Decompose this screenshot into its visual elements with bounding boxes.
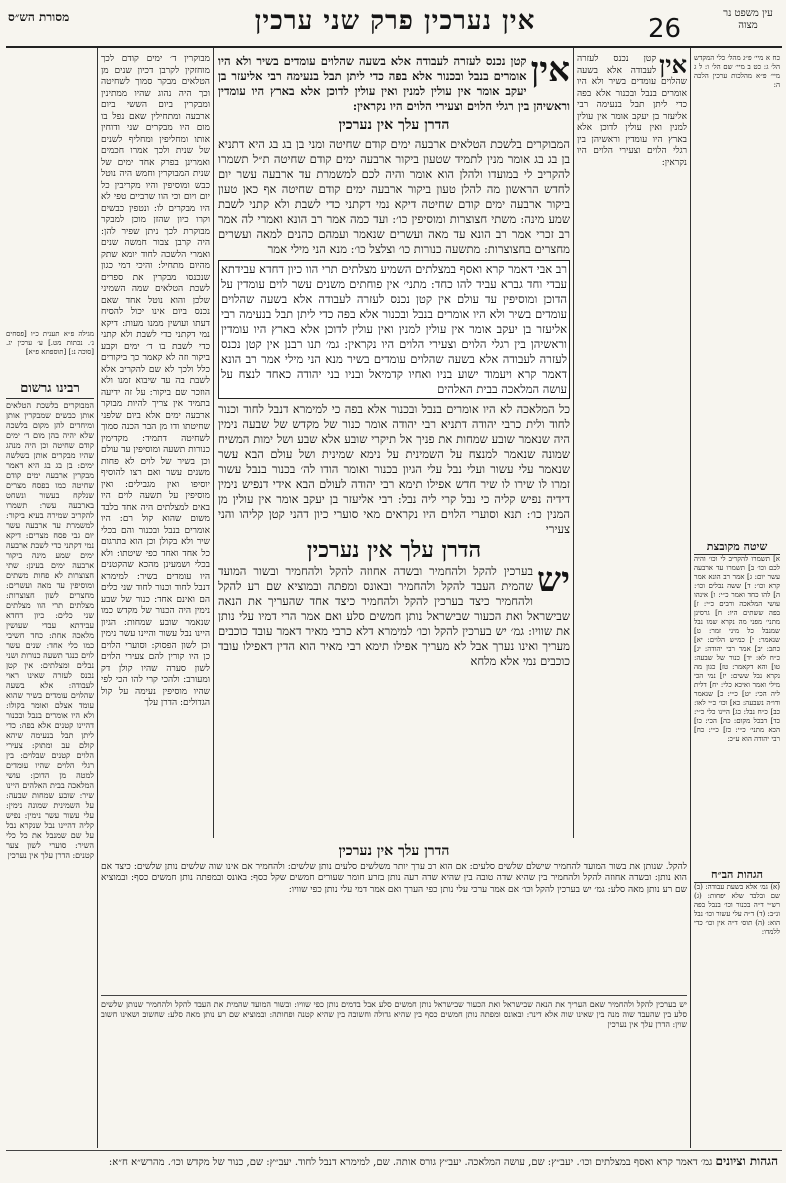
ein-mishpat-column	[694, 54, 780, 234]
header-divider	[6, 46, 782, 48]
hadran-heading-middle: הדרן עלך אין נערכין	[306, 537, 482, 563]
rabbeinu-gershom-column	[6, 380, 94, 1145]
hagahot-habach-text: (א) גמ׳ אלא בשעת עבודה: (ב) שם ובלבד שלא יפחות: (ג) רש״י ד״ה בכנור וכו׳ בנבל בפה ונ״ב: (ד) ד״ה עלי עשור וכו׳ נבל הוא: (ה) תוס׳ ד״ה אין וכו׳ כדי ללמדו:	[694, 883, 780, 936]
ein-mishpat-text: כח א מיי׳ פ״ג מהל׳ כלי המקדש הל׳ ג: כט ב מיי׳ שם הל׳ ו: ל ג מיי׳ פ״א מהלכות ערכין הלכה ה:	[694, 54, 780, 89]
bottom-commentary-lower	[101, 1000, 687, 1145]
hadran-heading-bottom: הדרן עלך אין נערכין	[338, 843, 450, 859]
rashi-column	[577, 54, 687, 834]
rabbeinu-gershom-text: המבוקרים בלשכת הטלאים אותן כבשים שמבקרין אותן ומיחדים להן מקום בלשכה שלא יהיה בהן מום ד׳ ימים קודם שחיטה וכן היה מנהג שהיו מבקרים אותן בשלשה ימים: בן בג בג היא דאמר מבקרין ארבעה ימים קודם שחיטה כמו בפסח מצרים שנלקח בעשור ונשחט בארבעה עשר: תשמרו להקריב שמירה בעיא ביקור: למשמרת עד ארבעה עשר יום גבי פסח מצרים: דיקא נמי דקתני כדי לשבת ארבעה ימים שמע מינה ביקור ארבעה ימים בעינן: שתי חצוצרות לא פחות משתים ומוסיפין עד מאה ועשרים: מחצרים לשון חצוצרות: מצלתים תרי הוו מצלתים שני כלים: כיון דחדא עבידתא עבדי שעושין מלאכה אחת: כחד חשיבי כמו כלי אחד: שנים עשר לוים כנגד תשעה כנורות ושני נבלים ומצלתים: אין קטן נכנס לעזרה שאינו ראוי לעבודה: אלא בשעה שהלוים עומדים בשיר שהוא עומד אצלם ואומר בקולו: ולא היו אומרים בנבל ובכנור דהיינו קטנים אלא בפה: כדי ליתן תבל בנעימה שיהא קולם עב ומתוק: צעירי הלוים קטנים שבלוים: בין רגלי הלוים שהיו עומדים למטה מן הדוכן: עושי המלאכה בבית האלהים היינו שיר: שובע שמחות שבעה: על השמינית שמונה נימין: עלי עשור עשר נימין: נפיש קליה דהיינו נבל שנקרא נבל על שם שמנבל את כל כלי השיר: סוערי לשון צער קטנים: הדרן עלך אין נערכין	[6, 401, 94, 860]
section-divider	[101, 995, 687, 996]
gemara-paragraph-3: כל המלאכה לא היו אומרים בנבל ובכנור אלא בפה כי למימרא דנבל לחוד וכנור לחוד ולית כרבי יהודה דתניא רבי יהודה אומר כנור של מקדש של שבעה נימין היה שנאמר שובע שמחות את פניך אל תיקרי שובע אלא שבע ושל ימות המשיח שמונה שנאמר למנצח על השמינית על נימא שמינית ושל עולם הבא עשר שנאמר עלי עשור ועלי נבל עלי הגיון בכנור ואומר הודו לה׳ בכנור בנבל עשור זמרו לו שירו לו שיר חדש אפילו תימא רבי יהודה לעולם הבא אידי דנפיש נימין דידיה נפיש קליה כי נבל קרי ליה נבל: רבי אליעזר בן יעקב אומר אין עולין מן המנין כו׳: תנא וסוערי הלוים היו נקראים מאי סוערי כיון דהני קטן קליהו והני צעירי	[218, 402, 570, 536]
shita-mekubetzet-heading: שיטה מקובצת	[694, 540, 780, 555]
footer-text: גמ׳ דאמר קרא ואסף במצלתים וכו׳. יעב״ץ: שם, עושה המלאכה. יעב״ץ גורס אותה. שם, למימרא דנבל לחוד. יעב״ץ: שם, כנור של מקדש וכו׳. מהרש״א ח״א:	[108, 1157, 713, 1168]
column-divider	[213, 48, 214, 838]
gemara-column	[218, 54, 570, 834]
bottom-commentary-upper	[101, 842, 687, 992]
hagahot-habach-column	[694, 868, 780, 1008]
mishnah-2-opening-word: יש	[537, 564, 570, 600]
hadran-heading-top: הדרן עלך אין נערכין	[338, 117, 450, 133]
gemara-opening-word: אין	[530, 54, 570, 90]
footer-divider	[6, 1150, 782, 1151]
bottom-commentary-text: להקל. שנותן את בשור המועד להחמיר שישלם שלשים סלעים: אם הוא רב ערך יותר משלשים סלעים נותן שלשים: ולהחמיר אם אינו שוה שלשים נותן שלשים: כיצד אם הוא נותן: ובשדה אחוזה להקל ולהחמיר בין שהיא שדה טובה בין שהיא שדה רעה נותן בזרע חומר שעורים חמשים שקל כסף: באונס ובמפתה נותן חמשים כסף: ובמוציא שם רע נותן מאה סלע: גמ׳ יש בערכין להקל וכו׳ אם אמר ערכי עלי נותן כפי הערך ואם אמר דמי עלי נותן כפי שוויו:	[101, 861, 687, 895]
rabbeinu-gershom-heading: רבינו גרשום	[6, 380, 94, 399]
hagahot-habach-heading: הגהות הב״ח	[694, 868, 780, 883]
footer	[8, 1155, 778, 1169]
page-title: אין נערכין פרק שני ערכין	[254, 6, 536, 36]
footer-heading: הגהות וציונים	[715, 1154, 778, 1168]
shita-mekubetzet-column	[694, 540, 780, 860]
mesoret-text: מגילה פ״א תענית כ״ו [פסחים נ׳. נכתות מט.] ע׳ ערכין יג. [סוכה נ:] [תוספתא פ״א]	[6, 330, 94, 356]
column-divider	[690, 48, 691, 1148]
column-divider	[97, 48, 98, 1148]
tosafot-column	[101, 54, 210, 834]
rashi-block	[577, 54, 687, 169]
mesoret-label: מסורת הש״ס	[8, 10, 70, 24]
rashi-text: קטן נכנס לעזרה לעבודה אלא בשעה שהלוים עומדים בשיר ולא היו אומרים בנבל ובכנור אלא בפה כדי ליתן תבל בנעימה רבי אליעזר בן יעקב אומר אין עולין למנין ואין עולין לדוכן אלא בארץ היו עומדין וראשיהן בין רגלי הלוים וצעירי הלוים היו נקראין:	[577, 54, 687, 168]
mishnah-text: קטן נכנס לעזרה לעבודה אלא בשעה שהלוים עומדים בשיר ולא היו אומרים בנבל ובכנור אלא בפה כדי ליתן תבל בנעימה רבי אליעזר בן יעקב אומר אין עולין למנין ואין עולין לדוכן אלא בארץ היו עומדין וראשיהן בין רגלי הלוים וצעירי הלוים היו נקראין:	[218, 54, 570, 113]
rashi-opening-word: אין	[659, 54, 687, 79]
gemara-paragraph-1: המבוקרים בלשכת הטלאים ארבעה ימים קודם שחיטה ומני בן בג בג היא דתניא בן בג בג אומר מנין לתמיד שטעון ביקור ארבעה ימים קודם שחיטה ת״ל תשמרו להקריב לי במועדו ולהלן הוא אומר והיה לכם למשמרת עד ארבעה עשר יום לחדש הראשון מה להלן טעון ביקור ארבעה ימים קודם שחיטה אף כאן טעון ביקור ארבעה ימים קודם שחיטה דיקא נמי דקתני כדי לשבת ולא קתני לשבת שמע מינה: משתי חצוצרות ומוסיפין כו׳: ועד כמה אמר רב הונא ואמרי לה אמר רב זכרי אמר רב הונא עד מאה ועשרים שנאמר ועמהם כהנים למאה ועשרים מחצרים בחצוצרות: מתשעה כנורות כו׳ וצלצל כו׳: מנא הני מילי אמר	[218, 137, 570, 256]
column-divider	[573, 48, 574, 838]
tosafot-text: מבוקרין ד׳ ימים קודם לכך מוחזקין לקרבן דכיון שנים מן הטלאים מבקר סמוך לשחיטה וכך היה נהוג שהיו ממתינין ומבקרין ביום הששי ביום ארבעה ומתחילין שאם נפל בו מום היו מבקרים שני ודוחין אותו ומחליפין ומחליף לשנים של שנית ולכך אמרו חכמים ואמרינן בפרק אחד ימים של שנית המבוקרין וחמש היה נוטל כבש ומוסיפין והיו מקריבין כל יום ויום וכי הוו שרביים טפי לא היו מבקרים לו: ונטפין כבשים וקרו כיון שהזן מוכן למבקר מבוקרת לכך ניתן שפיר להן: היה קרבן צבור חמשה שנים ואמרי הלשכה לחוד יומא שתק מהיום מתחיל: והיכי דמי כגון שנכנסו מבקרין את ספרים לשכת הטלאים שמה השמיני שלכן והוא נוטל אחד שאם נכנס ביום אינו יכול להסיח דעתו ועושין ממנו מעות: דיקא נמי דקתני כדי לשבת ולא קתני כדי לשבת בו ד׳ ימים וקבע ביקור וזה לא קאמר כך ביקורים כלל ולכך לא שם להקריב אלא לשבת בה עד שיבוא זמנו ולא הוזכר שם ביקור: על זה ידיעה בתמיד אין צריך להיות מבוקר ארבעה ימים אלא ביום שלפני שחיטתו ודו מן הבר הכנה סמוך לשחיטה דתמיד: מקדימין כנורות תשעה ומוסיפין עד עולם וכן בשיר של לוים לא פחות משנים עשר ואם רצו להוסיף יוסיפו ואין מגבילים: ואין מוסיפין על תשעה לוים היו באים למצלתים היה אחד בלבד משום שהוא קול רם: היו אומרים בנבל ובכנור והם בכלי שיר ולא בקולן וכן הוא בתרגום כל אחד ואחד כפי שיטתו: ולא בכלי ושמעינן מהכא שהקטנים היו עומדים בשיר: למימרא דנבל לחוד וכנור לחוד שני כלים הם ואינם אחד: כנור של שבע נימין היה הכנור של מקדש כמו שנאמר שובע שמחות: הגיון היינו נבל עשור והיינו עשר נימין וכן לשון הפסוק: וסוערי הלוים כן היו קורין להם צעירי הלוים לשון סערה שהיו קולן דק ומעורב: ולהכי קרי להו הכי לפי שהיו מוסיפין נעימה על קול הגדולים: הדרן עלך	[101, 54, 210, 708]
bottom-wide-text: יש בערכין להקל ולהחמיר שאם העריך את הנאה שבישראל ואת הכעור שבישראל נותן חמשים סלע אבל בדמים נותן כפי שוויו: ובשור המועד שהמית את העבד להקל ולהחמיר שנותן שלשים סלע בין שהעבד שוה מנה בין שאינו שוה אלא דינר: ובאונס ומפתה נותן חמשים כסף בין שהיא גדולה וחשובה בין שהיא קטנה ופחותה: ובמוציא שם רע נותן מאה סלע: שחשוב ושאינו חשוב שוין: הדרן עלך אין נערכין	[101, 1000, 687, 1029]
mesoret-column	[6, 330, 94, 370]
mishnah-2-text: בערכין להקל ולהחמיר ובשדה אחוזה להקל ולהחמיר ובשור המועד שהמית העבד להקל ולהחמיר ובאונס ומפתה ובמוציא שם רע להקל ולהחמיר כיצד בערכין להקל ולהחמיר כיצד אחד שהעריך את הנאה שבישראל ואת הכעור שבישראל נותן חמשים סלע ואם אמר הרי דמיו עלי נותן את שוויו: גמ׳ יש בערכין להקל וכו׳ למימרא דלא כרבי מאיר דאמר עובד כוכבים מעריך ואינו נערך אבל לא מעריך אפילו תימא רבי מאיר הוא הדין דאפילו עובד כוכבים נמי אלא מלחא	[218, 564, 570, 668]
gemara-paragraph-2: רב אבי דאמר קרא ואסף במצלתים השמיע מצלתים תרי הוו כיון דחדא עבידתא עבדי וחד גברא עביד להו כחד: מתני׳ אין פוחתים משנים עשר לוים עומדין על הדוכן ומוסיפין עד עולם אין קטן נכנס לעזרה לעבודה אלא בשעה שהלוים עומדים בשיר ולא היו אומרים בנבל ובכנור אלא בפה כדי ליתן תבל בנעימה רבי אליעזר בן יעקב אומר אין עולין למנין ואין עולין לדוכן אלא בארץ היו עומדין וראשיהן בין רגלי הלוים וצעירי הלוים היו נקראין: גמ׳ תנו רבנן אין קטן נכנס לעזרה לעבודה אלא בשעה שהלוים עומדים בשיר מנא הני מילי אמר רב הונא דאמר קרא ויעמוד ישוע בניו ואחיו קדמיאל ובניו בני יהודה כאחד לנצח על עושה המלאכה בבית האלהים	[218, 260, 570, 399]
ein-mishpat-label: עין משפט נר מצוה	[723, 8, 773, 31]
page-number: 26	[648, 14, 682, 44]
shita-mekubetzet-text: א] תשמרו להקריב לי וכו׳ והיה לכם וכו׳ ב] תשמרו עד ארבעה עשר יום: ג] אמר רב הונא אמר קרא וכו׳: ד] ששה נבלים וכו׳: ה] להו כחד ואמר כ״י: ו] אינהו עושי המלאכה ורבים כ״י: ז] בפה ששתים היו: ח] גרסינן מתני׳ מפני מה נקרא שמו נבל שמנבל כל מיני זמר: ט] שנאמר: י] כמ״ש הלוים: יא] כתב: יב] אמר רבי יהודה: יג] כ״ח לא: יד] כנור של שבעה: טו] והא דקאמר: טז] כגון מה נקרא נבל ששים: יז] נמי הכי מילי ואמר ואיכא כלי: יח] דלית ליה הכי: יט] כ״י: כ] שנאמר ודו״ה נשבעה: כא] וכו׳ כ״י לאו: כב] כ״ח נבל: כג] היינו כלי כ״י: כד] דבכל מקום: כה] הכי: כו] הכא מתני׳ כ״י: כז] כ״י: כח] רבי יהודה הוא ע״כ:	[694, 555, 780, 743]
mishnah-2-block	[218, 564, 570, 669]
gemara-opening	[218, 54, 570, 114]
